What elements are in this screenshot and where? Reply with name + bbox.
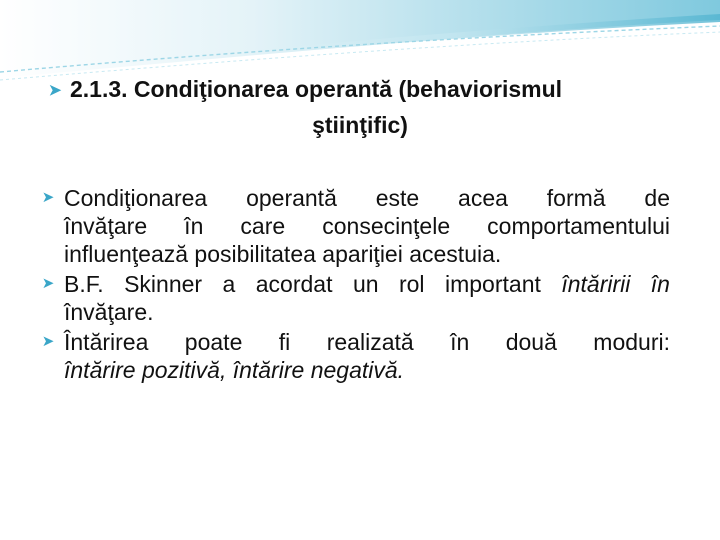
- bullet-arrow-icon: ➤: [41, 333, 55, 350]
- para3-line1: Întărirea poate fi realizată în două moduri:: [64, 329, 670, 355]
- bullet-arrow-icon: ➤: [48, 82, 62, 99]
- para2-line1-italic: întăririi în: [561, 271, 670, 297]
- bullet-paragraph-1: [34, 184, 670, 268]
- para2-line1: [64, 270, 670, 298]
- para1-line3: influenţează posibilitatea apariţiei acestuia.: [64, 241, 502, 267]
- title-line-2: ştiinţific): [312, 112, 408, 138]
- title-line-1: 2.1.3. Condiţionarea operantă (behaviorismul: [70, 76, 563, 102]
- bullet-arrow-icon: ➤: [41, 189, 55, 206]
- para1-line1: Condiţionarea operantă este acea formă de: [64, 185, 670, 211]
- para2-line1-plain: B.F. Skinner a acordat un rol important: [64, 271, 562, 297]
- bullet-arrow-icon: ➤: [41, 275, 55, 292]
- para3-line2: [64, 356, 670, 384]
- bullet-paragraph-2: [34, 270, 670, 326]
- para2-line2: învăţare.: [64, 299, 154, 325]
- para1-line2: învăţare în care consecinţele comportamentului: [64, 213, 670, 239]
- para3-line2-italic: întărire pozitivă, întărire negativă.: [64, 357, 405, 383]
- slide-title: [40, 72, 680, 142]
- slide-body: [34, 184, 670, 386]
- bullet-paragraph-3: [34, 328, 670, 384]
